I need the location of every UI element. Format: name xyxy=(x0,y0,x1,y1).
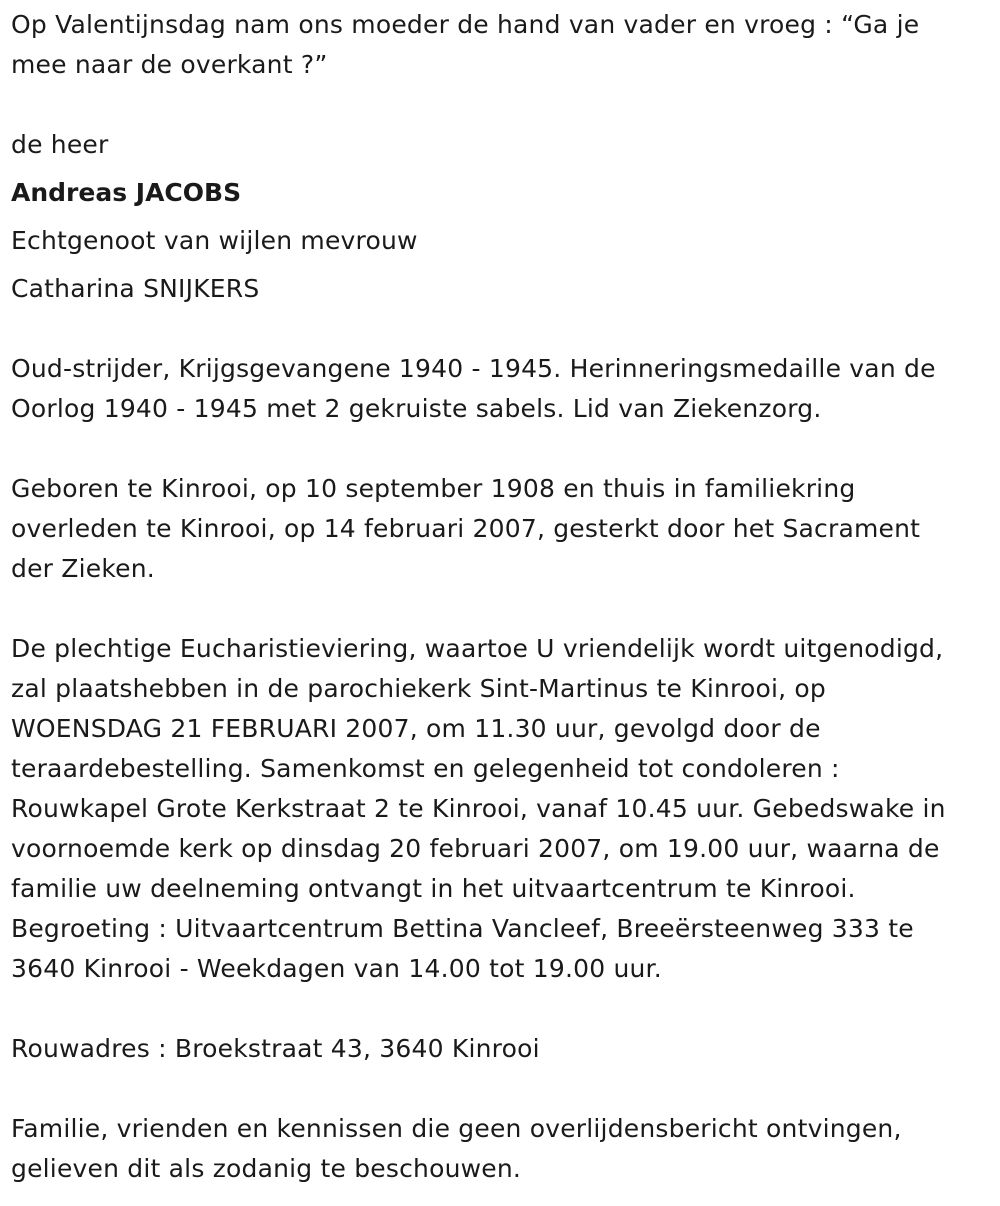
name-block xyxy=(11,125,993,309)
death-notice xyxy=(11,5,993,1189)
text-line: der Zieken. xyxy=(11,554,155,583)
paragraph-gap xyxy=(11,589,993,629)
text-line: Rouwkapel Grote Kerkstraat 2 te Kinrooi, vanaf 10.45 uur. Gebedswake in xyxy=(11,794,946,823)
text-line: Begroeting : Uitvaartcentrum Bettina Vancleef, Breeërsteenweg 333 te xyxy=(11,914,914,943)
text-line: gelieven dit als zodanig te beschouwen. xyxy=(11,1154,522,1183)
text-line: overleden te Kinrooi, op 14 februari 2007, gesterkt door het Sacrament xyxy=(11,514,921,543)
text-line: voornoemde kerk op dinsdag 20 februari 2007, om 19.00 uur, waarna de xyxy=(11,834,940,863)
life-paragraph xyxy=(11,469,993,589)
paragraph-gap xyxy=(11,429,993,469)
text-line: Familie, vrienden en kennissen die geen overlijdensbericht ontvingen, xyxy=(11,1114,902,1143)
text-line: mee naar de overkant ?” xyxy=(11,50,328,79)
text-line: Oud-strijder, Krijgsgevangene 1940 - 1945. Herinneringsmedaille van de xyxy=(11,354,936,383)
paragraph-gap xyxy=(11,309,993,349)
text-line: zal plaatshebben in de parochiekerk Sint-Martinus te Kinrooi, op xyxy=(11,674,826,703)
text-line: Oorlog 1940 - 1945 met 2 gekruiste sabels. Lid van Ziekenzorg. xyxy=(11,394,822,423)
text-line: Geboren te Kinrooi, op 10 september 1908 en thuis in familiekring xyxy=(11,474,856,503)
mourning-address: Rouwadres : Broekstraat 43, 3640 Kinrooi xyxy=(11,1034,540,1063)
paragraph-gap xyxy=(11,85,993,125)
salutation: de heer xyxy=(11,130,109,159)
ceremony-paragraph xyxy=(11,629,993,989)
spouse-name: Catharina SNIJKERS xyxy=(11,274,260,303)
text-line: teraardebestelling. Samenkomst en gelegenheid tot condoleren : xyxy=(11,754,840,783)
text-line: De plechtige Eucharistieviering, waartoe U vriendelijk wordt uitgenodigd, xyxy=(11,634,944,663)
honors-paragraph xyxy=(11,349,993,429)
closing-paragraph xyxy=(11,1109,993,1189)
deceased-name: Andreas JACOBS xyxy=(11,178,242,207)
text-line: Op Valentijnsdag nam ons moeder de hand van vader en vroeg : “Ga je xyxy=(11,10,920,39)
text-line: WOENSDAG 21 FEBRUARI 2007, om 11.30 uur, gevolgd door de xyxy=(11,714,821,743)
text-line: familie uw deelneming ontvangt in het uitvaartcentrum te Kinrooi. xyxy=(11,874,856,903)
address-paragraph xyxy=(11,1029,993,1069)
paragraph-gap xyxy=(11,989,993,1029)
paragraph-gap xyxy=(11,1069,993,1109)
intro-paragraph xyxy=(11,5,993,85)
text-line: 3640 Kinrooi - Weekdagen van 14.00 tot 19.00 uur. xyxy=(11,954,662,983)
spouse-label: Echtgenoot van wijlen mevrouw xyxy=(11,226,418,255)
